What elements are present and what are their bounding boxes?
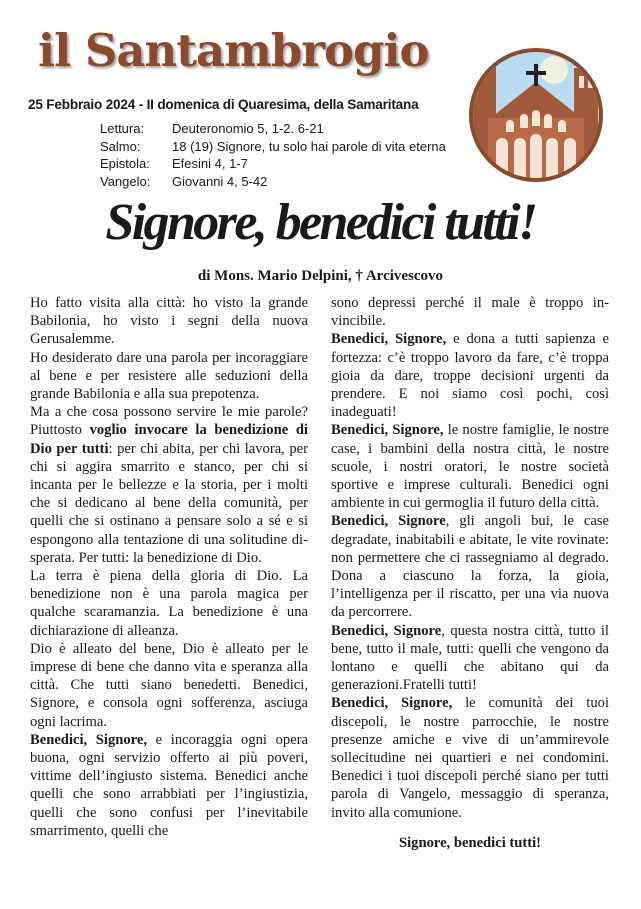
paragraph: Ho fatto visita alla città: ho visto la grande Babilonia, ho visto i segni della nuova Gerusalemme. [30, 295, 308, 348]
reading-ref: 18 (19) Signore, tu solo hai parole di vita eterna [172, 138, 446, 154]
reading-salmo [100, 138, 446, 156]
paragraph: Benedici, Signore, questa nostra città, tutto il bene, tutto il male, tutti: quelli che vengono da lontano e quelli che abitano qui da generazioni.Fratelli tutti! [331, 622, 609, 694]
issue-dateline: 25 Febbraio 2024 - II domenica di Quaresima, della Samaritana [28, 97, 419, 112]
reading-label: Lettura: [100, 121, 145, 136]
reading-ref: Efesini 4, 1-7 [172, 156, 248, 171]
paragraph: Ho desiderato dare una parola per incoraggiare al bene e per resistere alle seduzioni della grande Babilonia e alla sua prepotenza. [30, 349, 308, 403]
reading-label: Salmo: [100, 138, 141, 154]
church-logo [466, 40, 606, 186]
paragraph: Ma a che cosa possono servire le mie parole? Piuttosto voglio invocare la benedizione di Dio per tutti: per chi abita, per chi lavora, per chi si aggira smarrito e stanco, per chi si incanta per le bellezze e la storia, per i molti che si dedicano al bene della comunità, per quelli che si ostinano a pensare solo a sé e si espongono alla tentazione di una solitudine disperata. Per tutti: la benedizione di Dio. [30, 404, 309, 566]
reading-ref: Deuteronomio 5, 1-2. 6-21 [172, 121, 324, 136]
readings-list [100, 120, 446, 190]
article-column-right [331, 294, 609, 852]
reading-label: Epistola: [100, 156, 150, 171]
paragraph: sono depressi perché il male è troppo invincibile. [331, 295, 609, 330]
masthead-title: il Santambrogio [38, 24, 429, 77]
reading-lettura [100, 120, 446, 138]
paragraph: Benedici, Signore, e dona a tutti sapienza e fortezza: c’è troppo lavoro da fare, c’è troppa gioia da dare, troppe decisioni urgenti da prendere. E noi siamo così pochi, così inadeguati! [331, 331, 609, 421]
paragraph: Benedici, Signore, le nostre famiglie, le nostre case, i bambini della nostra città, le nostre scuole, i nostri oratori, le nostre società sportive e imprese culturali. Benedici ogni ambiente in cui germoglia il futuro della città. [331, 422, 609, 512]
paragraph: Benedici, Signore, e incoraggia ogni opera buona, ogni servizio offerto ai più poveri, vittime dell’ingiusto sistema. Benedici anche quelli che sono arrabbiati per l’ingiustizia, quelli che sono confusi per l’inevitabile smarrimento, quelli che [30, 731, 309, 839]
paragraph: Benedici, Signore, gli angoli bui, le case degradate, inabitabili e abitate, le vite rovinate: non permettere che ci rassegniamo al degrado. Dona a ciascuno la forza, la gioia, l’intelligenza per il riscatto, per una via nuova da percorrere. [331, 513, 609, 621]
closing-line: Signore, benedici tutti! [398, 834, 542, 851]
reading-label: Vangelo: [100, 173, 151, 189]
article-byline: di Mons. Mario Delpini, † Arcivescovo [197, 268, 444, 284]
article-column-left [30, 294, 308, 840]
reading-epistola [100, 155, 446, 173]
paragraph: Dio è alleato del bene, Dio è alleato per le imprese di bene che danno vita e speranza alla città. Che tutti siano benedetti. Benedici, Signore, e consola ogni sofferenza, asciuga ogni lacrima. [30, 640, 308, 730]
reading-ref: Giovanni 4, 5-42 [172, 173, 268, 189]
paragraph: La terra è piena della gloria di Dio. La benedizione non è una parola magica per qualche scaramanzia. La benedizione è una dichiarazione di alleanza. [30, 568, 308, 639]
article-headline: Signore, benedici tutti! [105, 194, 536, 251]
reading-vangelo [100, 173, 446, 191]
paragraph: Benedici, Signore, le comunità dei tuoi discepoli, le nostre parrocchie, le nostre presenze amiche e vive di un’ammirevole sollecitudine nei quartieri e nei condomini. Benedici i tuoi discepoli perché siano per tutti parola di Vangelo, messaggio di speranza, invito alla comunione. [331, 695, 609, 821]
